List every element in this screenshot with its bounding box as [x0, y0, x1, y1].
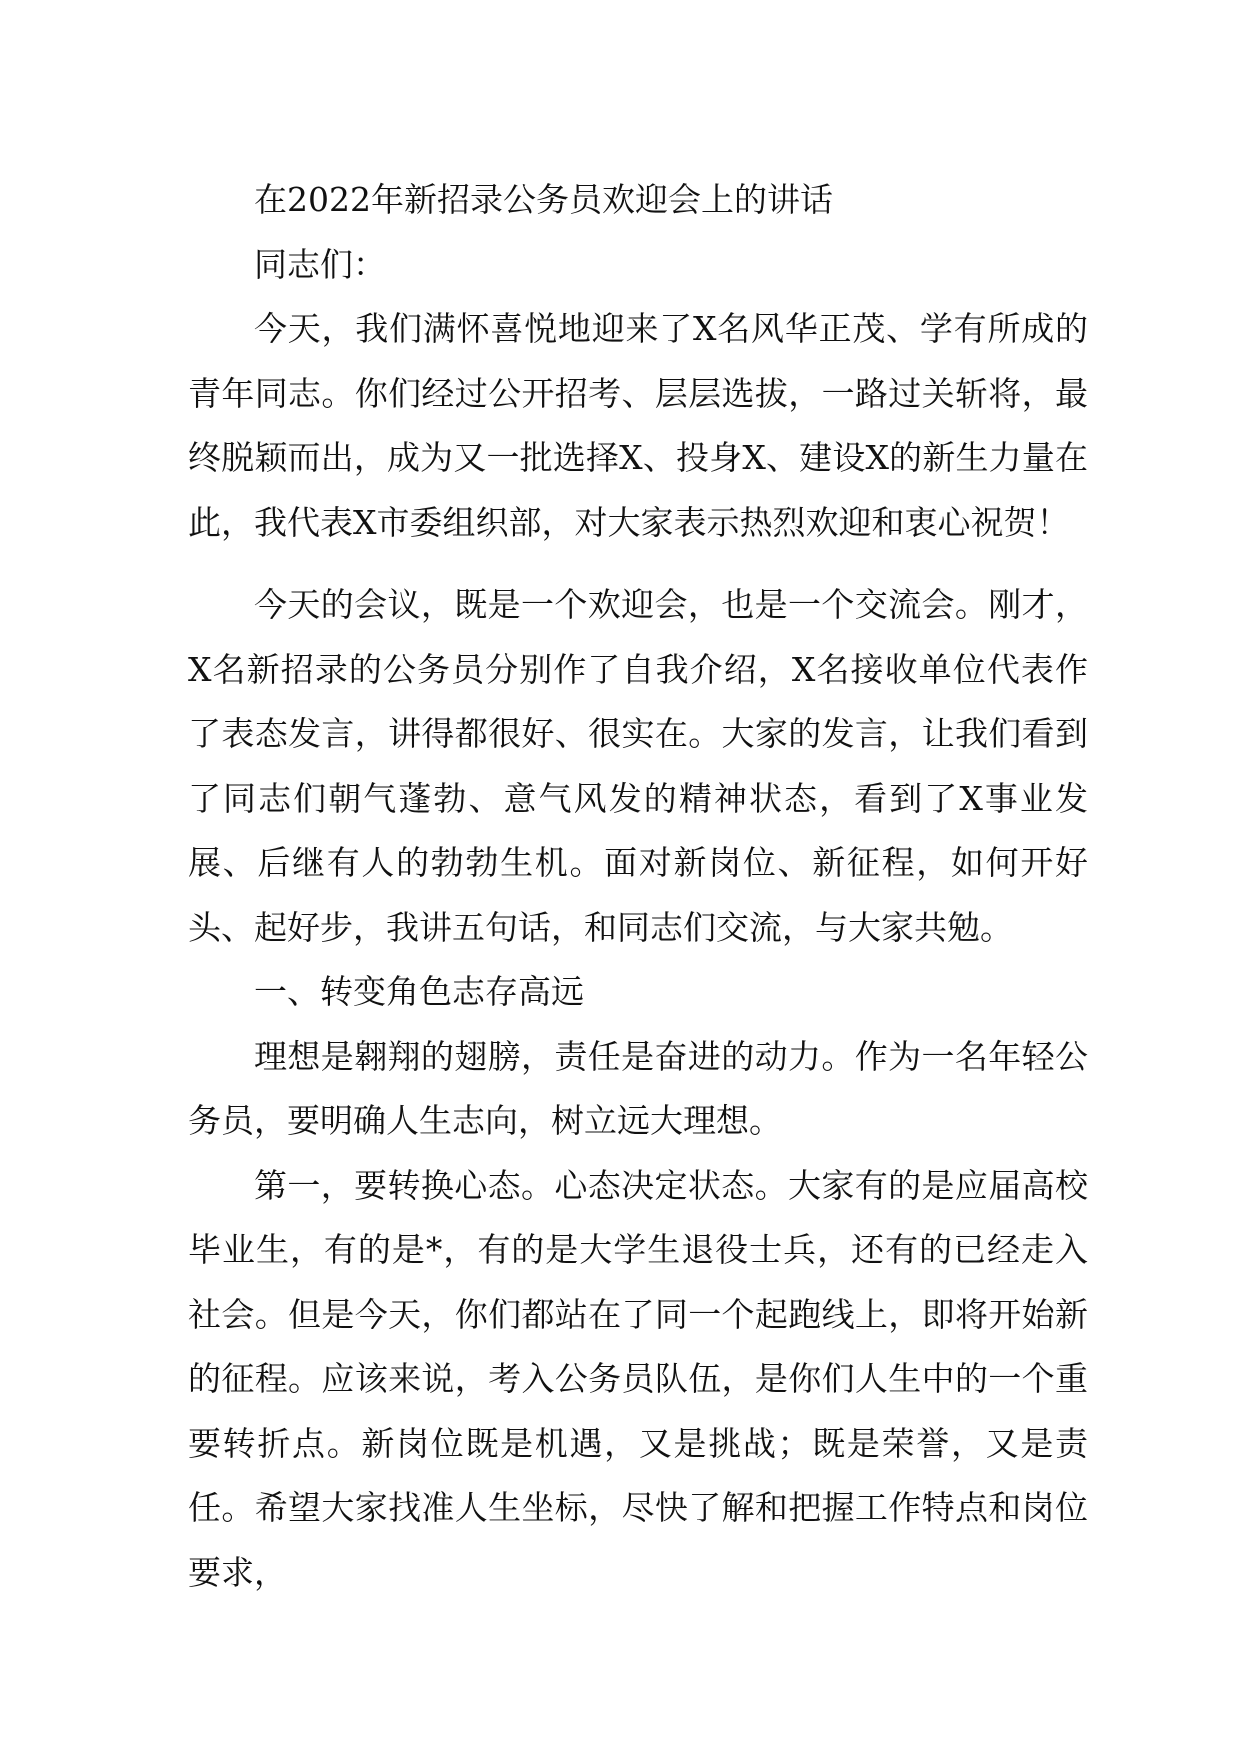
- paragraph-welcome: 今天，我们满怀喜悦地迎来了X名风华正茂、学有所成的青年同志。你们经过公开招考、层层选拔，一路过关斩将，最终脱颖而出，成为又一批选择X、投身X、建设X的新生力量在此，我代表X市委组织部，对大家表示热烈欢迎和衷心祝贺！: [188, 309, 1088, 542]
- paragraph-meeting: 今天的会议，既是一个欢迎会，也是一个交流会。刚才，X名新招录的公务员分别作了自我介绍，X名接收单位代表作了表态发言，讲得都很好、很实在。大家的发言，让我们看到了同志们朝气蓬勃、意气风发的精神状态，看到了X事业发展、后继有人的勃勃生机。面对新岗位、新征程，如何开好头、起好步，我讲五句话，和同志们交流，与大家共勉。: [188, 585, 1088, 947]
- speech-title: 在2022年新招录公务员欢迎会上的讲话: [254, 180, 833, 219]
- section-heading-1: 一、转变角色志存高远: [254, 972, 584, 1011]
- salutation: 同志们：: [254, 244, 386, 284]
- speech-body: [188, 168, 1088, 1605]
- paragraph-ideals: 理想是翱翔的翅膀，责任是奋进的动力。作为一名年轻公务员，要明确人生志向，树立远大理想。: [188, 1036, 1088, 1140]
- paragraph-mindset: 第一，要转换心态。心态决定状态。大家有的是应届高校毕业生，有的是*，有的是大学生退役士兵，还有的已经走入社会。但是今天，你们都站在了同一个起跑线上，即将开始新的征程。应该来说，考入公务员队伍，是你们人生中的一个重要转折点。新岗位既是机遇，又是挑战；既是荣誉，又是责任。希望大家找准人生坐标，尽快了解和把握工作特点和岗位要求，: [188, 1165, 1088, 1592]
